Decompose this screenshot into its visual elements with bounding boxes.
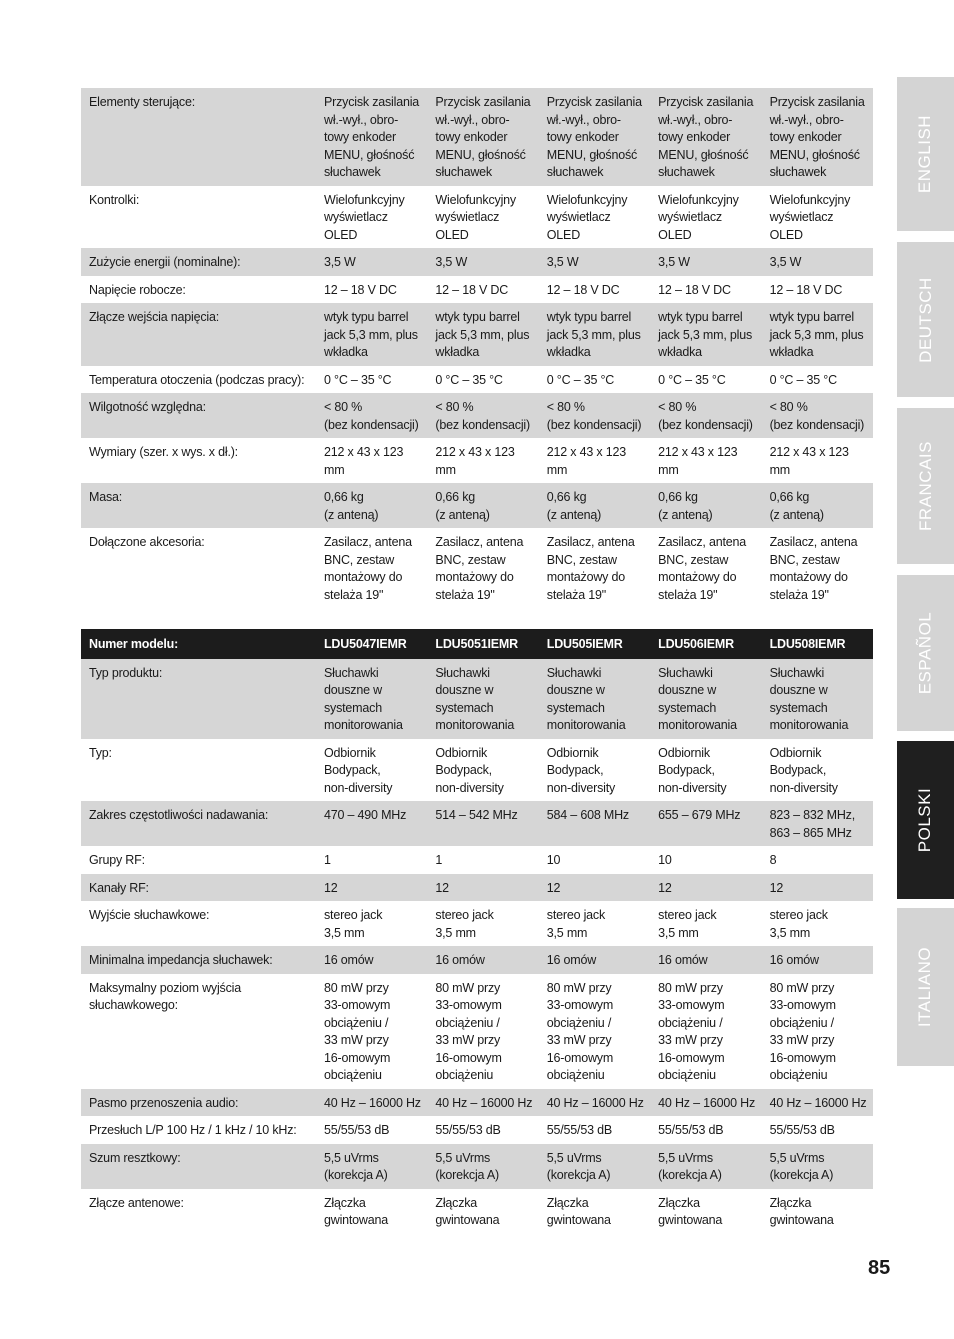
spec-row	[81, 874, 873, 902]
spec-value: 16 omów	[650, 946, 761, 974]
spec-label: Temperatura otoczenia (podczas pracy):	[89, 372, 305, 387]
spec-value: 3,5 W	[650, 248, 761, 276]
model-header-label: Numer modelu:	[81, 629, 316, 659]
spec-value: Przycisk zasilania wł.-wył., obro- towy enkoder MENU, głośność słuchawek	[316, 88, 427, 186]
spec-value: 12 – 18 V DC	[324, 282, 397, 297]
page-number: 85	[868, 1257, 891, 1279]
spec-row	[81, 946, 873, 974]
spec-value: 12	[539, 874, 650, 902]
spec-row	[81, 438, 873, 483]
spec-value: Zasilacz, antena BNC, zestaw montażowy do stelaża 19"	[324, 535, 412, 602]
spec-row	[81, 801, 873, 846]
spec-value: 0 °C – 35 °C	[658, 372, 726, 387]
language-tab-italiano[interactable]	[897, 908, 954, 1066]
language-tab-english[interactable]	[897, 77, 954, 231]
spec-row	[81, 248, 873, 276]
spec-value: 55/55/53 dB	[769, 1123, 835, 1137]
spec-value: 12 – 18 V DC	[658, 282, 731, 297]
spec-table-receiver	[81, 629, 873, 1234]
spec-label: Grupy RF:	[89, 853, 145, 867]
spec-row	[81, 1089, 873, 1117]
spec-value: Słuchawki douszne w systemach monitorowania	[316, 659, 427, 739]
spec-value: Przycisk zasilania wł.-wył., obro- towy enkoder MENU, głośność słuchawek	[650, 88, 761, 186]
spec-value: 584 – 608 MHz	[539, 801, 650, 846]
spec-label: Minimalna impedancja słuchawek:	[81, 946, 316, 974]
spec-label: Typ produktu:	[81, 659, 316, 739]
spec-row	[81, 1189, 873, 1234]
spec-value: 55/55/53 dB	[435, 1123, 501, 1137]
spec-value: 40 Hz – 16000 Hz	[762, 1089, 873, 1117]
spec-label: Napięcie robocze:	[89, 282, 186, 297]
language-tab-polski[interactable]	[897, 741, 954, 899]
spec-value: 55/55/53 dB	[546, 1123, 613, 1137]
spec-row	[81, 974, 873, 1089]
spec-value: 5,5 uVrms (korekcja A)	[427, 1144, 538, 1189]
spec-value: Zasilacz, antena BNC, zestaw montażowy do stelaża 19"	[769, 535, 858, 602]
spec-value: Odbiornik Bodypack, non-diversity	[769, 745, 838, 795]
spec-row	[81, 739, 873, 802]
spec-value: Złączka gwintowana	[546, 1195, 611, 1227]
spec-label: Wymiary (szer. x wys. x dł.):	[89, 445, 238, 459]
spec-label: Zużycie energii (nominalne):	[81, 248, 316, 276]
language-tab-label: ENGLISH	[915, 114, 935, 194]
spec-value: 0 °C – 35 °C	[769, 372, 837, 387]
spec-label: Złącze antenowe:	[89, 1195, 184, 1210]
spec-label: Dołączone akcesoria:	[89, 535, 205, 549]
spec-value: 10	[546, 853, 561, 867]
spec-value: Przycisk zasilania wł.-wył., obro- towy enkoder MENU, głośność słuchawek	[427, 88, 538, 186]
spec-value: 5,5 uVrms (korekcja A)	[762, 1144, 873, 1189]
spec-label: Złącze wejścia napięcia:	[81, 303, 316, 366]
spec-value: 10	[658, 853, 672, 867]
language-tab-label: DEUTSCH	[915, 276, 935, 363]
language-tab-francais[interactable]	[897, 408, 954, 564]
spec-label: Wyjście słuchawkowe:	[89, 908, 210, 922]
spec-row	[81, 846, 873, 874]
spec-value: Zasilacz, antena BNC, zestaw montażowy do stelaża 19"	[435, 535, 524, 602]
spec-value: 12	[427, 874, 538, 902]
spec-value: 40 Hz – 16000 Hz	[316, 1089, 427, 1117]
model-header-cell: LDU505IEMR	[539, 629, 650, 659]
spec-value: 16 omów	[762, 946, 873, 974]
spec-value: 40 Hz – 16000 Hz	[650, 1089, 761, 1117]
spec-value: 3,5 W	[539, 248, 650, 276]
spec-value: Złączka gwintowana	[769, 1195, 834, 1227]
spec-label: Szum resztkowy:	[81, 1144, 316, 1189]
spec-value: 16 omów	[539, 946, 650, 974]
spec-value: 1	[435, 853, 443, 867]
spec-value: 0 °C – 35 °C	[324, 372, 392, 387]
spec-value: 3,5 W	[316, 248, 427, 276]
spec-value: 80 mW przy 33-omowym obciążeniu / 33 mW przy 16-omowym obciążeniu	[769, 980, 836, 1082]
spec-table-general	[81, 88, 873, 608]
spec-value: 80 mW przy 33-omowym obciążeniu / 33 mW przy 16-omowym obciążeniu	[324, 980, 391, 1082]
spec-value: Wielofunkcyjny wyświetlacz OLED	[658, 192, 739, 242]
spec-value: 40 Hz – 16000 Hz	[539, 1089, 650, 1117]
spec-value: 0,66 kg (z anteną)	[316, 483, 427, 528]
model-header-cell: LDU5047IEMR	[316, 629, 427, 659]
spec-value: 12	[650, 874, 761, 902]
spec-value: Słuchawki douszne w systemach monitorowania	[762, 659, 873, 739]
spec-value: wtyk typu barrel jack 5,3 mm, plus wkładka	[650, 303, 761, 366]
language-tab-espanol[interactable]	[897, 575, 954, 731]
spec-value: 470 – 490 MHz	[316, 801, 427, 846]
spec-value: Zasilacz, antena BNC, zestaw montażowy do stelaża 19"	[546, 535, 635, 602]
model-header-cell: LDU508IEMR	[762, 629, 873, 659]
spec-row	[81, 659, 873, 739]
spec-row	[81, 186, 873, 249]
spec-row	[81, 276, 873, 304]
spec-value: 55/55/53 dB	[658, 1123, 724, 1137]
spec-value: 5,5 uVrms (korekcja A)	[650, 1144, 761, 1189]
spec-value: 0,66 kg (z anteną)	[650, 483, 761, 528]
spec-value: 212 x 43 x 123 mm	[546, 445, 626, 477]
spec-value: 80 mW przy 33-omowym obciążeniu / 33 mW przy 16-omowym obciążeniu	[435, 980, 502, 1082]
spec-value: 16 omów	[427, 946, 538, 974]
spec-value: 12	[762, 874, 873, 902]
language-tab-label: FRANCAIS	[915, 441, 935, 531]
spec-value: Wielofunkcyjny wyświetlacz OLED	[324, 192, 405, 242]
spec-value: 3,5 W	[427, 248, 538, 276]
spec-value: 1	[324, 853, 331, 867]
spec-value: Wielofunkcyjny wyświetlacz OLED	[546, 192, 628, 242]
spec-value: 212 x 43 x 123 mm	[435, 445, 515, 477]
spec-value: stereo jack 3,5 mm	[546, 908, 606, 940]
spec-value: < 80 % (bez kondensacji)	[539, 393, 650, 438]
spec-value: Słuchawki douszne w systemach monitorowania	[539, 659, 650, 739]
spec-value: wtyk typu barrel jack 5,3 mm, plus wkładka	[427, 303, 538, 366]
spec-value: wtyk typu barrel jack 5,3 mm, plus wkładka	[539, 303, 650, 366]
spec-label: Pasmo przenoszenia audio:	[81, 1089, 316, 1117]
spec-value: 80 mW przy 33-omowym obciążeniu / 33 mW przy 16-omowym obciążeniu	[546, 980, 614, 1082]
spec-value: Słuchawki douszne w systemach monitorowania	[427, 659, 538, 739]
spec-label: Przesłuch L/P 100 Hz / 1 kHz / 10 kHz:	[89, 1123, 297, 1137]
spec-value: 5,5 uVrms (korekcja A)	[316, 1144, 427, 1189]
spec-value: 514 – 542 MHz	[427, 801, 538, 846]
spec-value: Złączka gwintowana	[658, 1195, 723, 1227]
spec-value: Przycisk zasilania wł.-wył., obro- towy enkoder MENU, głośność słuchawek	[539, 88, 650, 186]
spec-label: Zakres częstotliwości nadawania:	[81, 801, 316, 846]
spec-value: 212 x 43 x 123 mm	[658, 445, 738, 477]
spec-value: 0,66 kg (z anteną)	[427, 483, 538, 528]
spec-value: 0,66 kg (z anteną)	[539, 483, 650, 528]
spec-label: Kanały RF:	[81, 874, 316, 902]
spec-value: Odbiornik Bodypack, non-diversity	[324, 745, 393, 795]
spec-value: 40 Hz – 16000 Hz	[427, 1089, 538, 1117]
spec-row	[81, 393, 873, 438]
spec-value: < 80 % (bez kondensacji)	[762, 393, 873, 438]
spec-row	[81, 1116, 873, 1144]
spec-value: 12	[316, 874, 427, 902]
spec-label: Typ:	[89, 745, 112, 760]
spec-label: Kontrolki:	[89, 192, 140, 207]
spec-value: 80 mW przy 33-omowym obciążeniu / 33 mW przy 16-omowym obciążeniu	[658, 980, 725, 1082]
spec-value: Wielofunkcyjny wyświetlacz OLED	[435, 192, 516, 242]
spec-value: Wielofunkcyjny wyświetlacz OLED	[769, 192, 851, 242]
spec-value: 0,66 kg (z anteną)	[762, 483, 873, 528]
spec-value: 3,5 W	[762, 248, 873, 276]
spec-value: stereo jack 3,5 mm	[435, 908, 494, 940]
spec-value: stereo jack 3,5 mm	[324, 908, 383, 940]
spec-value: 212 x 43 x 123 mm	[769, 445, 849, 477]
spec-label: Elementy sterujące:	[81, 88, 316, 186]
spec-value: 823 – 832 MHz, 863 – 865 MHz	[762, 801, 873, 846]
spec-value: 0 °C – 35 °C	[546, 372, 615, 387]
spec-value: 12 – 18 V DC	[435, 282, 509, 297]
spec-value: 212 x 43 x 123 mm	[324, 445, 404, 477]
spec-value: stereo jack 3,5 mm	[769, 908, 828, 940]
spec-value: Odbiornik Bodypack, non-diversity	[658, 745, 727, 795]
spec-row	[81, 366, 873, 394]
spec-row	[81, 528, 873, 608]
spec-value: wtyk typu barrel jack 5,3 mm, plus wkładka	[316, 303, 427, 366]
spec-row	[81, 483, 873, 528]
model-header-cell: LDU506IEMR	[650, 629, 761, 659]
spec-value: 8	[769, 853, 777, 867]
spec-value: Słuchawki douszne w systemach monitorowania	[650, 659, 761, 739]
spec-value: < 80 % (bez kondensacji)	[650, 393, 761, 438]
spec-value: Odbiornik Bodypack, non-diversity	[435, 745, 504, 795]
model-header-row	[81, 629, 873, 659]
spec-label: Masa:	[81, 483, 316, 528]
language-tab-label: ESPAÑOL	[915, 611, 935, 695]
spec-value: stereo jack 3,5 mm	[658, 908, 717, 940]
spec-value: 55/55/53 dB	[324, 1123, 390, 1137]
language-tab-deutsch[interactable]	[897, 242, 954, 397]
spec-value: Zasilacz, antena BNC, zestaw montażowy do stelaża 19"	[658, 535, 746, 602]
spec-value: 0 °C – 35 °C	[435, 372, 503, 387]
spec-value: 16 omów	[316, 946, 427, 974]
spec-value: Odbiornik Bodypack, non-diversity	[546, 745, 616, 795]
spec-row	[81, 1144, 873, 1189]
spec-value: Przycisk zasilania wł.-wył., obro- towy enkoder MENU, głośność słuchawek	[762, 88, 873, 186]
spec-value: 12 – 18 V DC	[546, 282, 620, 297]
language-tab-label: ITALIANO	[915, 946, 935, 1028]
spec-value: < 80 % (bez kondensacji)	[427, 393, 538, 438]
language-tab-label: POLSKI	[915, 787, 935, 853]
spec-value: 655 – 679 MHz	[650, 801, 761, 846]
spec-row	[81, 901, 873, 946]
spec-row	[81, 303, 873, 366]
spec-value: Złączka gwintowana	[324, 1195, 389, 1227]
spec-label: Wilgotność względna:	[81, 393, 316, 438]
spec-value: Złączka gwintowana	[435, 1195, 500, 1227]
spec-value: wtyk typu barrel jack 5,3 mm, plus wkładka	[762, 303, 873, 366]
spec-label: Maksymalny poziom wyjścia słuchawkowego:	[89, 980, 241, 1012]
model-header-cell: LDU5051IEMR	[427, 629, 538, 659]
spec-value: 5,5 uVrms (korekcja A)	[539, 1144, 650, 1189]
spec-value: 12 – 18 V DC	[769, 282, 843, 297]
spec-value: < 80 % (bez kondensacji)	[316, 393, 427, 438]
spec-row	[81, 88, 873, 186]
